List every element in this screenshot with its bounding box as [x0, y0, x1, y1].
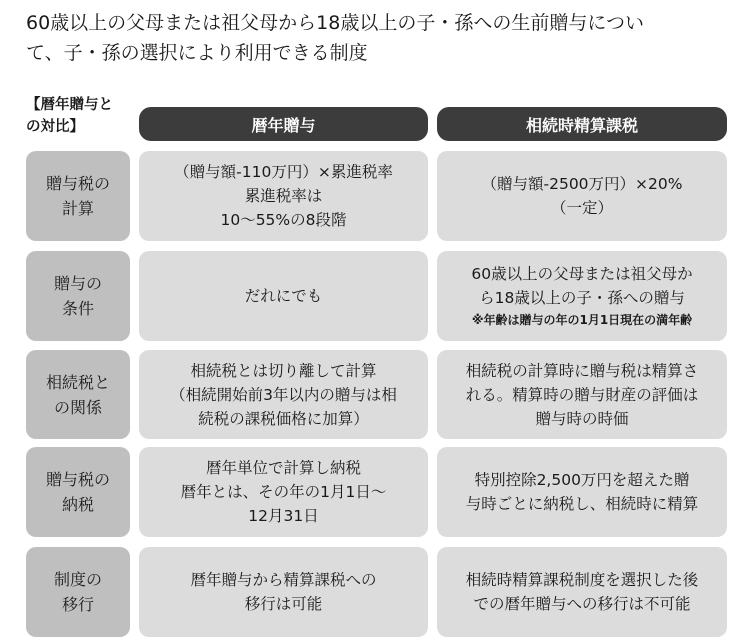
- cell-line: （一定）: [550, 199, 613, 217]
- cell-line: 12月31日: [248, 507, 319, 525]
- intro-line-2: て、子・孫の選択により利用できる制度: [26, 42, 368, 64]
- column-header-annual-gift: 暦年贈与: [139, 107, 428, 141]
- comparison-label-line-2: の対比】: [26, 119, 84, 135]
- cell-line: ら18歳以上の子・孫への贈与: [479, 289, 685, 307]
- cell-annual-system-transition: [139, 547, 428, 637]
- comparison-label: [26, 94, 136, 138]
- column-header-inheritance-settlement: 相続時精算課税: [437, 107, 727, 141]
- cell-settlement-system-transition: [437, 547, 727, 637]
- cell-annual-tax-calculation: [139, 151, 428, 241]
- row-label-inheritance-relation: 相続税と の関係: [26, 350, 130, 439]
- cell-line: 10～55%の8段階: [220, 211, 347, 229]
- cell-line: れる。精算時の贈与財産の評価は: [465, 385, 699, 404]
- row-label-gift-conditions: 贈与の 条件: [26, 251, 130, 341]
- cell-annual-inheritance-relation: [139, 350, 428, 439]
- comparison-label-line-1: 【暦年贈与と: [26, 97, 113, 113]
- age-note: ※年齢は贈与の年の1月1日現在の満年齢: [471, 313, 693, 327]
- cell-line: 相続税とは切り離して計算: [190, 361, 377, 380]
- cell-line: 与時ごとに納税し、相続時に精算: [465, 495, 699, 513]
- cell-line: 60歳以上の父母または祖父母か: [471, 265, 693, 283]
- cell-line: （相続開始前3年以内の贈与は相: [170, 385, 397, 404]
- cell-settlement-gift-conditions: [437, 251, 727, 341]
- cell-line: （贈与額-2500万円）×20%: [481, 175, 683, 193]
- cell-line: 相続時精算課税制度を選択した後: [465, 571, 699, 589]
- cell-annual-tax-payment: [139, 447, 428, 537]
- cell-line: 暦年単位で計算し納税: [205, 459, 361, 477]
- cell-settlement-tax-calculation: [437, 151, 727, 241]
- cell-line: 続税の課税価格に加算）: [198, 409, 369, 428]
- cell-line: （贈与額-110万円）×累進税率: [174, 163, 393, 181]
- row-label-tax-payment: 贈与税の 納税: [26, 447, 130, 537]
- cell-line: での暦年贈与への移行は不可能: [473, 595, 691, 613]
- cell-line: 贈与時の時価: [535, 409, 629, 428]
- intro-line-1: 60歳以上の父母または祖父母から18歳以上の子・孫への生前贈与につい: [26, 12, 644, 34]
- cell-line: 相続税の計算時に贈与税は精算さ: [465, 361, 699, 380]
- row-label-tax-calculation: 贈与税の 計算: [26, 151, 130, 241]
- cell-line: 累進税率は: [244, 187, 323, 205]
- cell-settlement-tax-payment: [437, 447, 727, 537]
- cell-line: 暦年とは、その年の1月1日～: [180, 483, 387, 501]
- cell-line: 暦年贈与から精算課税への: [190, 571, 377, 589]
- intro-text: [26, 8, 726, 68]
- cell-annual-gift-conditions: [139, 251, 428, 341]
- cell-settlement-inheritance-relation: [437, 350, 727, 439]
- row-label-system-transition: 制度の 移行: [26, 547, 130, 637]
- cell-line: 特別控除2,500万円を超えた贈: [474, 471, 690, 489]
- cell-line: だれにでも: [244, 287, 323, 305]
- cell-line: 移行は可能: [244, 595, 323, 613]
